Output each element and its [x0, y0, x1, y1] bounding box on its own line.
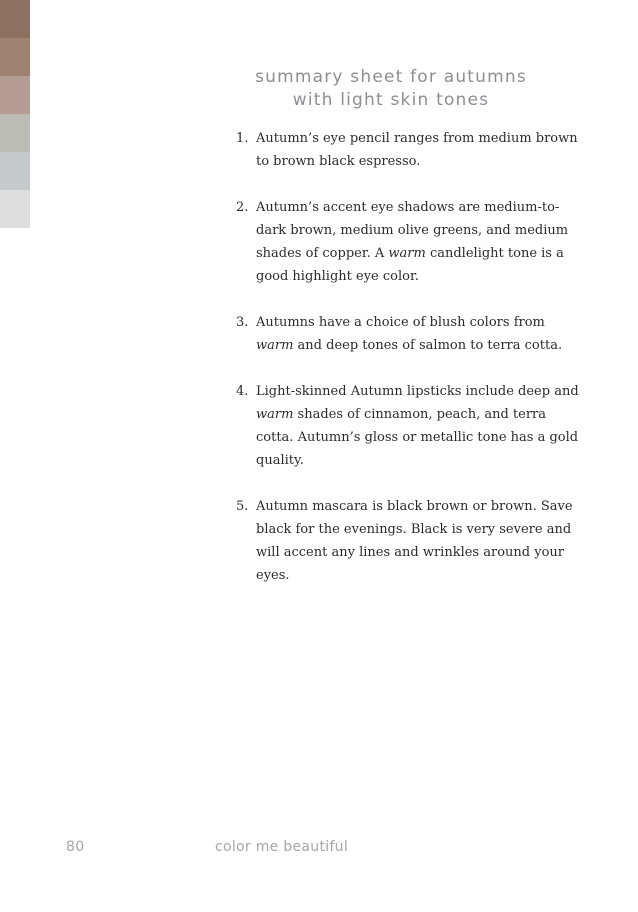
- color-swatch-strip: [0, 0, 30, 228]
- color-swatch-6: [0, 190, 30, 228]
- emphasis-warm: warm: [256, 338, 294, 353]
- list-item: [236, 495, 581, 587]
- color-swatch-3: [0, 76, 30, 114]
- item-number: 2.: [236, 200, 249, 215]
- page-number: 80: [66, 839, 85, 855]
- item-number: 1.: [236, 131, 249, 146]
- page-title: [235, 66, 547, 112]
- list-item: [236, 196, 581, 288]
- summary-list: [236, 127, 581, 610]
- item-number: 3.: [236, 315, 249, 330]
- color-swatch-5: [0, 152, 30, 190]
- item-text: Autumns have a choice of blush colors from warm and deep tones of salmon to terra cotta.: [256, 315, 563, 353]
- list-item: [236, 311, 581, 357]
- emphasis-warm: warm: [388, 246, 426, 261]
- list-item: [236, 127, 581, 173]
- color-swatch-2: [0, 38, 30, 76]
- item-number: 4.: [236, 384, 249, 399]
- list-item: [236, 380, 581, 472]
- item-text: Autumn’s accent eye shadows are medium-to-dark brown, medium olive greens, and medium shades of copper. A warm candlelight tone is a good highlight eye color.: [256, 200, 569, 284]
- page-title-line-2: with light skin tones: [292, 90, 490, 110]
- color-swatch-1: [0, 0, 30, 38]
- running-footer-title: color me beautiful: [215, 839, 349, 855]
- item-text: Autumn’s eye pencil ranges from medium brown to brown black espresso.: [256, 131, 578, 169]
- emphasis-warm: warm: [256, 407, 294, 422]
- page-title-line-1: summary sheet for autumns: [255, 67, 527, 87]
- item-text: Autumn mascara is black brown or brown. Save black for the evenings. Black is very severe and will accent any lines and wrinkles around your eyes.: [256, 499, 573, 583]
- item-number: 5.: [236, 499, 249, 514]
- item-text: Light-skinned Autumn lipsticks include deep and warm shades of cinnamon, peach, and terra cotta. Autumn’s gloss or metallic tone has a gold quality.: [256, 384, 579, 468]
- color-swatch-4: [0, 114, 30, 152]
